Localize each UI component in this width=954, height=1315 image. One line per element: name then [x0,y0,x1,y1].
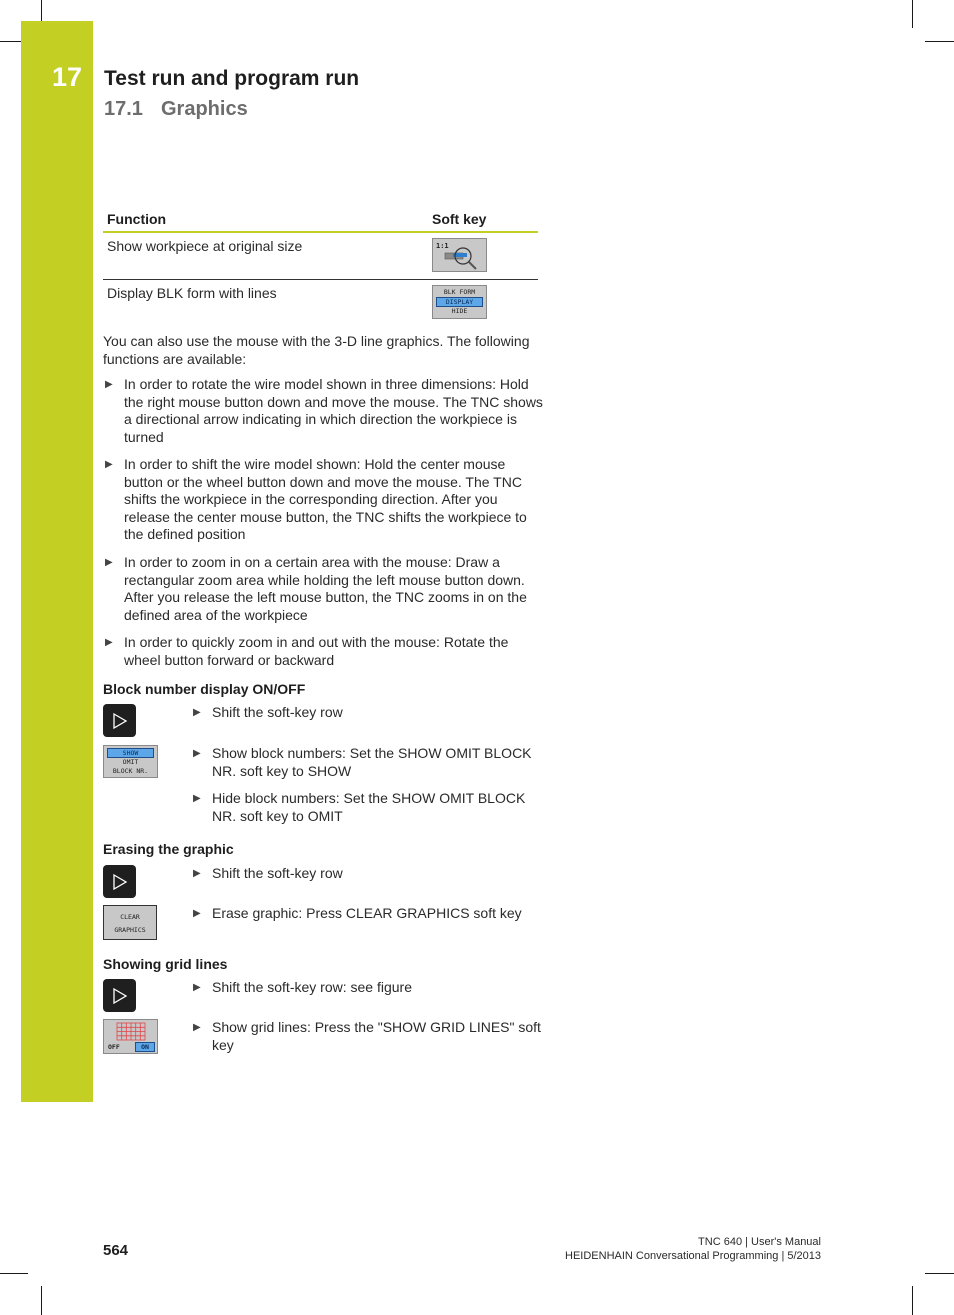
step-item: ▶ Show block numbers: Set the SHOW OMIT BLOCK NR. soft key to SHOW [193,745,532,779]
play-triangle-icon [111,712,129,730]
bullet-triangle-icon: ▶ [193,707,201,718]
shift-softkey-row-key[interactable] [103,865,136,898]
function-softkey-table [103,208,538,324]
crop-mark [0,1273,28,1274]
step-item: ▶ Shift the soft-key row: see figure [193,979,412,995]
bullet-triangle-icon: ▶ [105,637,113,648]
bullet-triangle-icon: ▶ [193,982,201,993]
softkey-line: BLOCK NR. [112,767,149,775]
list-item: ▶ In order to zoom in on a certain area with the mouse: Draw a rectangular zoom area while holding the left mouse button down. After you release the left mouse button, the TNC zooms in on the defined area of the workpiece [105,554,527,623]
softkey-line-highlighted: SHOW [107,748,154,758]
intro-paragraph: You can also use the mouse with the 3-D line graphics. The following functions are available: [103,333,530,367]
section-heading-erasing: Erasing the graphic [103,841,234,857]
bullet-triangle-icon: ▶ [193,908,201,919]
list-item: ▶ In order to rotate the wire model shown in three dimensions: Hold the right mouse button down and move the mouse. The TNC shows a directional arrow indicating in which direction the workpiece is turned [105,376,543,445]
softkey-line: OMIT [122,758,139,766]
footer-line-2: HEIDENHAIN Conversational Programming | 5/2013 [565,1250,821,1262]
table-row [103,233,538,280]
play-triangle-icon [111,873,129,891]
clear-graphics-softkey[interactable] [103,905,157,940]
step-item: ▶ Hide block numbers: Set the SHOW OMIT BLOCK NR. soft key to OMIT [193,790,526,824]
softkey-line-highlighted: DISPLAY [436,297,483,307]
shift-softkey-row-key[interactable] [103,704,136,737]
softkey-line: GRAPHICS [114,926,146,934]
step-item: ▶ Shift the soft-key row [193,704,343,720]
original-size-softkey[interactable] [432,238,487,272]
table-header [103,208,538,233]
chapter-tab-bar [21,21,93,1102]
column-header-function: Function [107,211,167,227]
chapter-number: 17 [52,62,83,92]
crop-mark [925,41,954,42]
section-heading-block-number: Block number display ON/OFF [103,681,306,697]
page-number: 564 [103,1242,129,1259]
crop-mark [0,41,21,42]
function-cell: Display BLK form with lines [107,285,277,301]
bullet-triangle-icon: ▶ [105,459,113,470]
svg-text:1:1: 1:1 [436,242,449,250]
softkey-line: HIDE [451,307,468,315]
section-title [104,98,248,121]
bullet-triangle-icon: ▶ [193,1022,201,1033]
shift-softkey-row-key[interactable] [103,979,136,1012]
list-item: ▶ In order to shift the wire model shown: Hold the center mouse button or the wheel button down and move the mouse. The TNC shifts the workpiece in the corresponding direction. After you release the center mouse button, the TNC shifts the workpiece to the defined position [105,456,527,543]
crop-mark [912,1286,913,1315]
magnifier-1-1-icon [433,239,486,271]
crop-mark [41,1286,42,1315]
step-item: ▶ Shift the soft-key row [193,865,343,881]
chapter-title: Test run and program run [104,67,360,90]
bullet-triangle-icon: ▶ [193,748,201,759]
bullet-triangle-icon: ▶ [193,868,201,879]
softkey-off-label: OFF [108,1043,120,1051]
column-header-softkey: Soft key [432,211,487,227]
list-item: ▶ In order to quickly zoom in and out with the mouse: Rotate the wheel button forward or backward [105,634,509,668]
softkey-on-label-highlighted: ON [135,1042,155,1052]
section-number: 17.1 [104,98,143,120]
show-grid-lines-softkey[interactable] [103,1019,158,1054]
blk-form-display-hide-softkey[interactable] [432,285,487,319]
softkey-line: BLK FORM [443,288,476,296]
bullet-triangle-icon: ▶ [193,793,201,804]
function-cell: Show workpiece at original size [107,238,303,254]
crop-mark [925,1273,954,1274]
step-item: ▶ Show grid lines: Press the "SHOW GRID LINES" soft key [193,1019,541,1053]
step-item: ▶ Erase graphic: Press CLEAR GRAPHICS soft key [193,905,522,921]
footer-line-1: TNC 640 | User's Manual [698,1236,821,1248]
section-heading-grid-lines: Showing grid lines [103,956,228,972]
section-name: Graphics [161,98,248,120]
table-row [103,280,538,324]
crop-mark [912,0,913,28]
bullet-triangle-icon: ▶ [105,557,113,568]
play-triangle-icon [111,987,129,1005]
show-omit-block-nr-softkey[interactable] [103,745,158,778]
bullet-triangle-icon: ▶ [105,379,113,390]
footer-info [565,1235,821,1263]
softkey-line: CLEAR [120,913,140,921]
